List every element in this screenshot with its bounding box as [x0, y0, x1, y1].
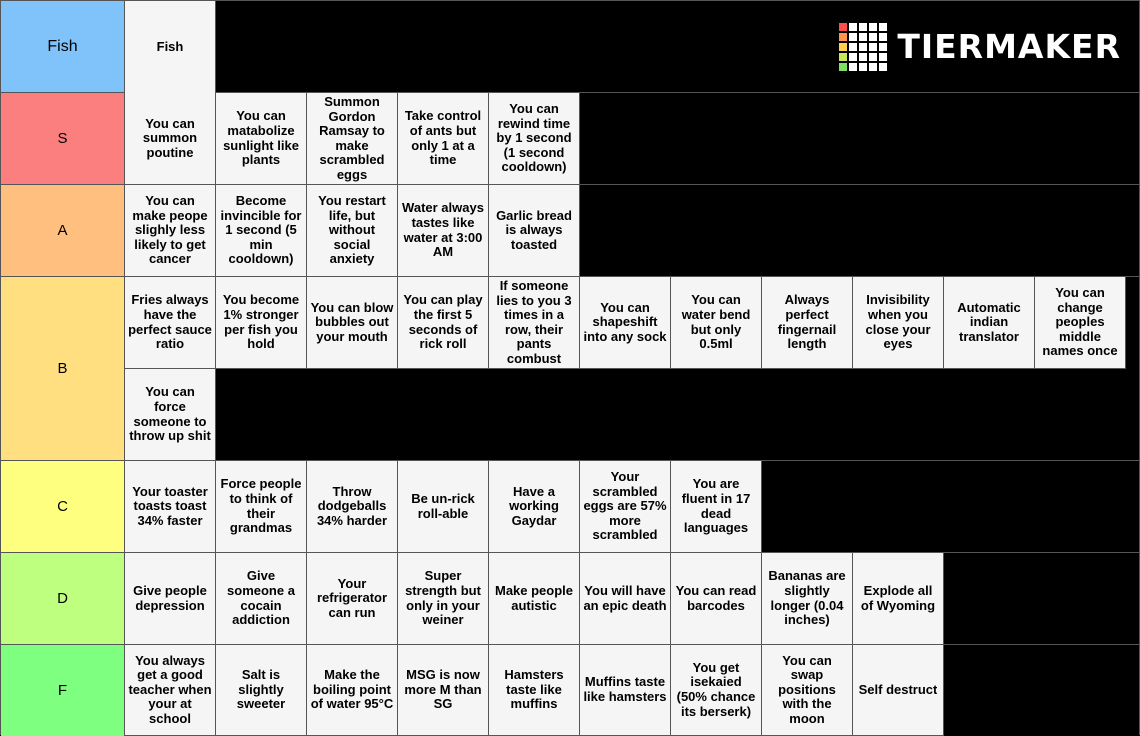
tier-item-label: Throw dodgeballs 34% harder	[316, 484, 388, 528]
tier-item[interactable]	[580, 277, 671, 369]
tier-item-label: Fish	[156, 39, 184, 54]
tier-item-label: You can matabolize sunlight like plants	[223, 109, 299, 168]
tier-item[interactable]	[216, 461, 307, 553]
tier-item-label: MSG is now more M than SG	[404, 668, 482, 712]
tier-item-label: Water always tastes like water at 3:00 AM	[402, 201, 484, 260]
tier-item[interactable]	[216, 553, 307, 645]
tier-item-label: Be un-rick roll-able	[411, 491, 475, 521]
tier-item[interactable]	[398, 277, 489, 369]
tier-item-label: You are fluent in 17 dead languages	[681, 477, 751, 536]
tier-item-label: You get isekaied (50% chance its berserk)	[676, 660, 756, 719]
tier-item-label: Always perfect fingernail length	[777, 293, 837, 352]
tier-label-c[interactable]: C	[1, 461, 125, 552]
tier-item[interactable]	[307, 461, 398, 553]
tier-item-label: You will have an epic death	[583, 583, 667, 613]
tier-item-label: You can water bend but only 0.5ml	[681, 293, 751, 352]
tier-item[interactable]	[125, 1, 216, 93]
tier-item-label: Hamsters taste like muffins	[504, 668, 564, 712]
tier-item[interactable]	[489, 93, 580, 185]
tier-item[interactable]	[398, 185, 489, 277]
tier-item[interactable]	[307, 553, 398, 645]
tier-item-label: You can blow bubbles out your mouth	[310, 300, 394, 344]
tier-item-label: Invisibility when you close your eyes	[865, 293, 931, 352]
tier-item[interactable]	[580, 645, 671, 736]
tier-item[interactable]	[580, 553, 671, 645]
tier-item[interactable]	[307, 93, 398, 185]
tier-item[interactable]	[307, 277, 398, 369]
tier-item-label: You always get a good teacher when your at school	[128, 653, 212, 726]
tier-item[interactable]	[489, 645, 580, 736]
tier-items-c[interactable]	[125, 461, 1139, 552]
tier-item[interactable]	[671, 461, 762, 553]
tier-items-b[interactable]	[125, 277, 1139, 460]
tier-item[interactable]	[216, 93, 307, 185]
tier-item[interactable]	[762, 277, 853, 369]
tier-item-label: You become 1% stronger per fish you hold	[222, 293, 300, 352]
tier-item-label: You can force someone to throw up shit	[129, 385, 211, 444]
tier-row-s	[1, 93, 1139, 185]
tier-item-label: You can shapeshift into any sock	[583, 300, 667, 344]
tier-item-label: Make people autistic	[494, 583, 574, 613]
tier-item-label: Take control of ants but only 1 at a time	[404, 109, 482, 168]
tier-item-label: You can read barcodes	[675, 583, 757, 613]
tier-item-label: Give someone a cocain addiction	[227, 569, 295, 628]
tier-item[interactable]	[398, 461, 489, 553]
tier-item[interactable]	[671, 645, 762, 736]
tier-items-f[interactable]	[125, 645, 1139, 736]
tier-row-b	[1, 277, 1139, 461]
tier-item[interactable]	[671, 277, 762, 369]
tier-item[interactable]	[1035, 277, 1126, 369]
tier-item[interactable]	[489, 185, 580, 277]
tiermaker-logo	[839, 23, 1121, 71]
tier-item[interactable]	[762, 645, 853, 736]
tier-item-label: Fries always have the perfect sauce ratio	[128, 293, 212, 352]
tier-item-label: Have a working Gaydar	[509, 484, 559, 528]
tier-item[interactable]	[125, 461, 216, 553]
tier-item-label: Automatic indian translator	[957, 300, 1021, 344]
tier-item[interactable]	[125, 645, 216, 736]
tier-item[interactable]	[216, 645, 307, 736]
tier-item-label: Summon Gordon Ramsay to make scrambled eggs	[319, 95, 385, 182]
tier-row-c	[1, 461, 1139, 553]
tier-item-label: You can change peoples middle names once	[1042, 286, 1118, 359]
tier-items-s[interactable]	[125, 93, 1139, 184]
tier-item-label: Bananas are slightly longer (0.04 inches)	[768, 569, 846, 628]
tier-item[interactable]	[125, 369, 216, 461]
tier-row-f	[1, 645, 1139, 736]
tier-label-d[interactable]: D	[1, 553, 125, 644]
tier-item[interactable]	[489, 277, 580, 369]
tier-item[interactable]	[762, 553, 853, 645]
tier-item[interactable]	[307, 645, 398, 736]
tier-item[interactable]	[125, 277, 216, 369]
tier-item-label: Explode all of Wyoming	[860, 583, 936, 613]
tier-item[interactable]	[398, 553, 489, 645]
tier-item[interactable]	[398, 93, 489, 185]
tier-item[interactable]	[307, 185, 398, 277]
tier-item[interactable]	[580, 461, 671, 553]
tier-item[interactable]	[216, 185, 307, 277]
tier-item-label: Make the boiling point of water 95°C	[310, 668, 394, 712]
tier-item-label: Your scrambled eggs are 57% more scrambled	[583, 470, 667, 543]
tier-item[interactable]	[125, 185, 216, 277]
tier-item-label: Self destruct	[858, 682, 938, 697]
tier-item[interactable]	[489, 553, 580, 645]
tier-row-d	[1, 553, 1139, 645]
tier-label-a[interactable]: A	[1, 185, 125, 276]
tier-item[interactable]	[398, 645, 489, 736]
logo-grid-icon	[839, 23, 887, 71]
tier-item-label: You can rewind time by 1 second (1 second cooldown)	[496, 102, 572, 175]
tier-item[interactable]	[125, 93, 216, 185]
tier-item[interactable]	[944, 277, 1035, 369]
tier-item[interactable]	[671, 553, 762, 645]
tier-item-label: Salt is slightly sweeter	[236, 668, 286, 712]
tier-label-s[interactable]: S	[1, 93, 125, 184]
logo-text: TIERMAKER	[897, 27, 1121, 66]
tier-item-label: Your toaster toasts toast 34% faster	[132, 484, 208, 528]
tier-item-label: Super strength but only in your weiner	[405, 569, 481, 628]
tier-item[interactable]	[125, 553, 216, 645]
tier-item-label: Garlic bread is always toasted	[496, 208, 572, 252]
tier-item[interactable]	[853, 553, 944, 645]
tier-item-label: You can swap positions with the moon	[778, 653, 836, 726]
tier-label-fish[interactable]: Fish	[1, 1, 125, 92]
tier-label-b[interactable]: B	[1, 277, 125, 460]
tier-items-a[interactable]	[125, 185, 1139, 276]
tier-item[interactable]	[489, 461, 580, 553]
tier-item-label: You can play the first 5 seconds of rick roll	[403, 293, 483, 352]
tier-item-label: You can summon poutine	[142, 116, 198, 160]
tier-item-label: Force people to think of their grandmas	[220, 477, 302, 536]
tier-item[interactable]	[216, 277, 307, 369]
tier-items-d[interactable]	[125, 553, 1139, 644]
tier-item-label: Give people depression	[133, 583, 207, 613]
tier-row-fish	[1, 1, 1139, 93]
tier-item-label: You can make peope slighly less likely to get cancer	[132, 194, 208, 267]
tier-item[interactable]	[853, 277, 944, 369]
tier-item-label: Your refrigerator can run	[316, 576, 388, 620]
tier-item-label: Become invincible for 1 second (5 min cooldown)	[220, 194, 302, 267]
tier-item[interactable]	[853, 645, 944, 736]
tier-item-label: You restart life, but without social anxiety	[318, 194, 386, 267]
tier-item-label: Muffins taste like hamsters	[583, 675, 667, 704]
tier-row-a	[1, 185, 1139, 277]
tier-label-f[interactable]: F	[1, 645, 125, 736]
tier-item-label: If someone lies to you 3 times in a row, their pants combust	[496, 279, 572, 366]
